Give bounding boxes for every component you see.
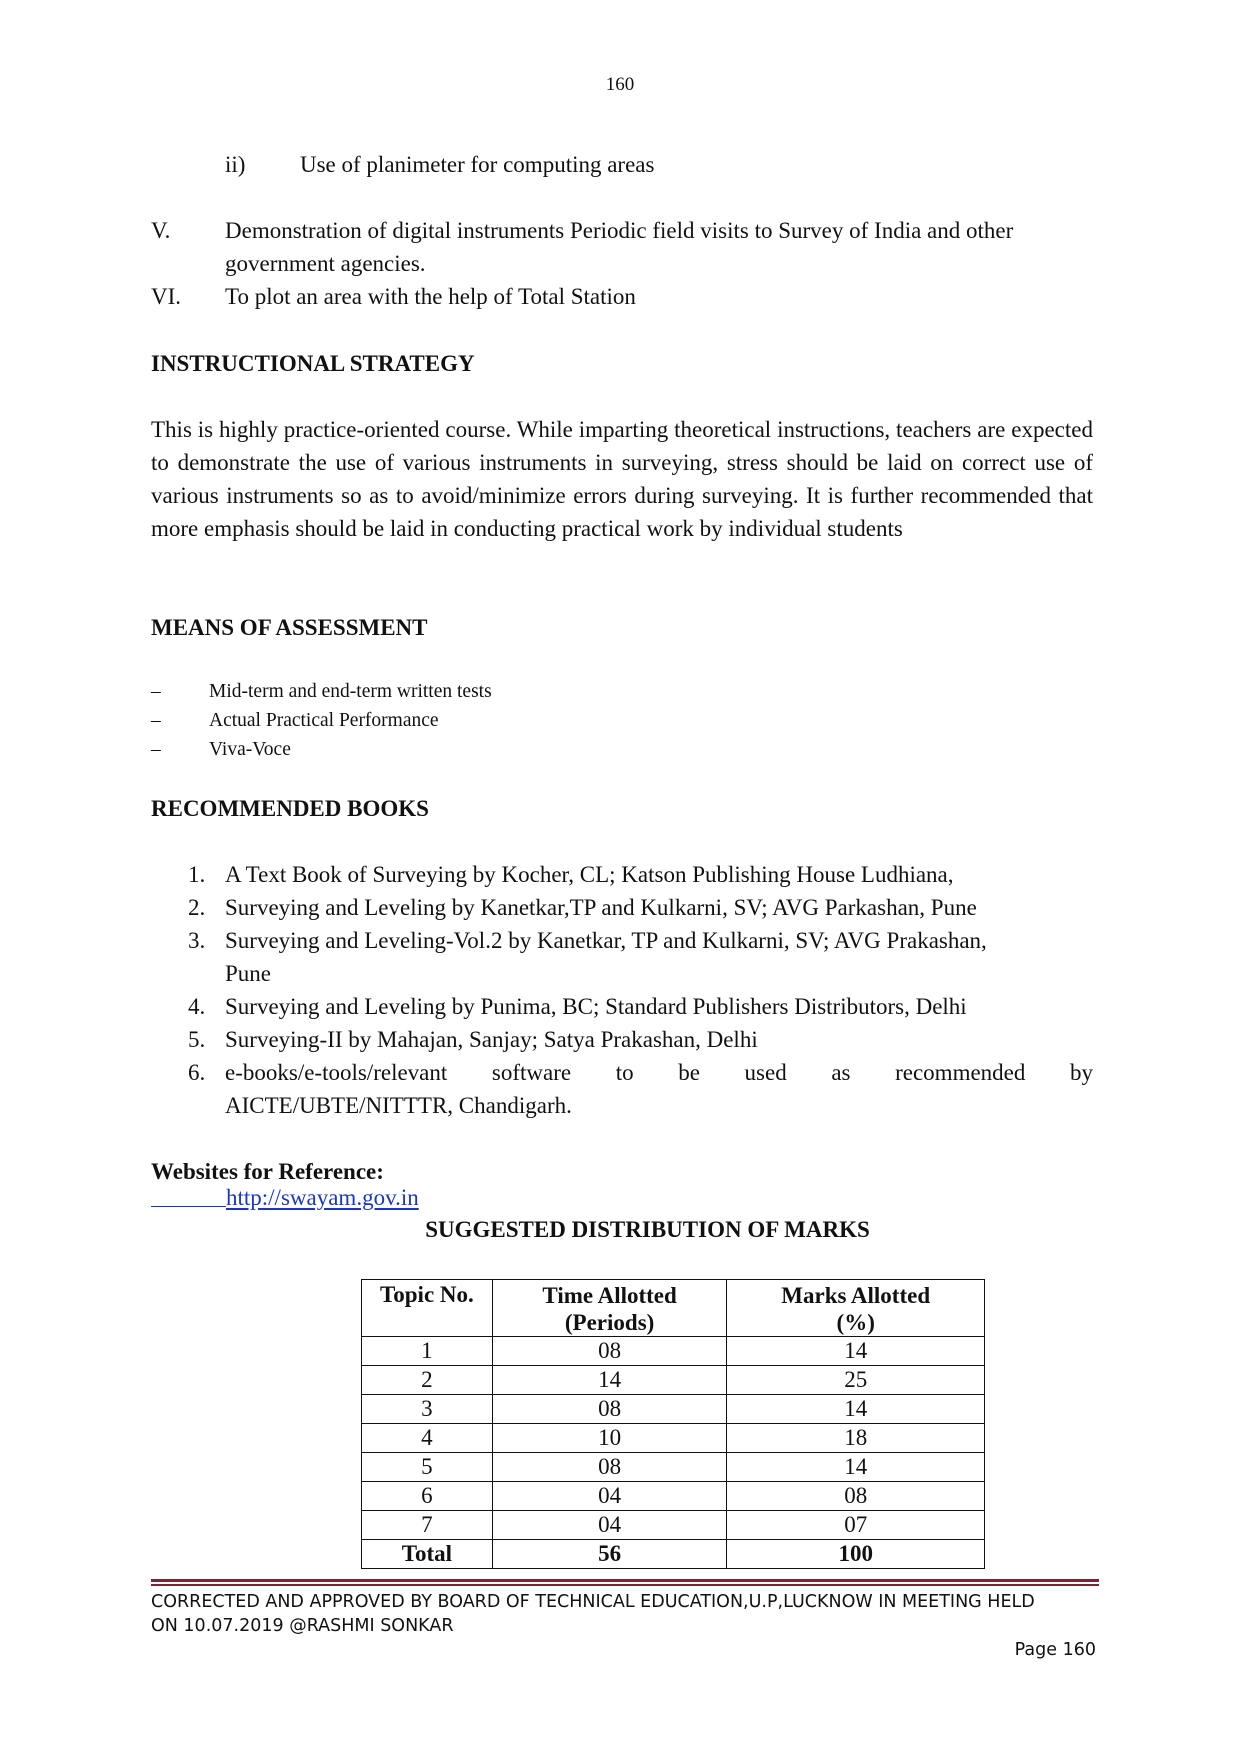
practical-item-text: Demonstration of digital instruments Periodic field visits to Survey of India and other bbox=[225, 218, 1014, 243]
footer-line: CORRECTED AND APPROVED BY BOARD OF TECHNICAL EDUCATION,U.P,LUCKNOW IN MEETING HELD bbox=[151, 1592, 1035, 1612]
header-topic bbox=[362, 1280, 493, 1337]
book-number: 1. bbox=[188, 862, 206, 887]
marks-cell: 14 bbox=[727, 1337, 985, 1366]
marks-cell: 25 bbox=[727, 1366, 985, 1395]
header-time bbox=[492, 1280, 727, 1337]
time-cell: 08 bbox=[492, 1453, 727, 1482]
book-number: 2. bbox=[188, 895, 206, 920]
marks-cell: 08 bbox=[727, 1482, 985, 1511]
book-number: 6. bbox=[188, 1060, 206, 1085]
page-number-top: 160 bbox=[605, 74, 635, 95]
book-entry-cont: Pune bbox=[225, 961, 271, 986]
marks-table-title: SUGGESTED DISTRIBUTION OF MARKS bbox=[425, 1217, 870, 1242]
book-entry: Surveying and Leveling by Punima, BC; Standard Publishers Distributors, Delhi bbox=[225, 994, 967, 1019]
table-row bbox=[362, 1424, 985, 1453]
assessment-item: Viva-Voce bbox=[209, 739, 291, 760]
header-topic-label: Topic No. bbox=[380, 1282, 474, 1307]
time-cell: 08 bbox=[492, 1337, 727, 1366]
practical-item-marker: V. bbox=[151, 218, 171, 243]
header-marks bbox=[727, 1280, 985, 1337]
table-total-row bbox=[362, 1540, 985, 1569]
total-time: 56 bbox=[492, 1540, 727, 1569]
assessment-heading: MEANS OF ASSESSMENT bbox=[151, 615, 428, 640]
swayam-link[interactable]: http://swayam.gov.in bbox=[226, 1185, 419, 1210]
footer-page-number: Page 160 bbox=[1014, 1640, 1096, 1660]
book-entry-cont: AICTE/UBTE/NITTTR, Chandigarh. bbox=[225, 1093, 572, 1118]
practical-sub-item-text: Use of planimeter for computing areas bbox=[300, 152, 655, 177]
book-entry: Surveying-II by Mahajan, Sanjay; Satya Prakashan, Delhi bbox=[225, 1027, 758, 1052]
book-number: 3. bbox=[188, 928, 206, 953]
table-row bbox=[362, 1366, 985, 1395]
assessment-bullet: – bbox=[151, 710, 161, 731]
books-heading: RECOMMENDED BOOKS bbox=[151, 796, 429, 821]
header-marks-label: Marks Allotted bbox=[781, 1282, 931, 1308]
marks-cell: 18 bbox=[727, 1424, 985, 1453]
footer-line: ON 10.07.2019 @RASHMI SONKAR bbox=[151, 1616, 454, 1636]
time-cell: 08 bbox=[492, 1395, 727, 1424]
topic-cell: 2 bbox=[362, 1366, 493, 1395]
header-time-unit: (Periods) bbox=[564, 1309, 655, 1335]
topic-cell: 6 bbox=[362, 1482, 493, 1511]
table-row bbox=[362, 1453, 985, 1482]
marks-cell: 07 bbox=[727, 1511, 985, 1540]
book-entry: Surveying and Leveling by Kanetkar,TP and Kulkarni, SV; AVG Parkashan, Pune bbox=[225, 895, 977, 920]
marks-distribution-table bbox=[361, 1279, 985, 1569]
topic-cell: 7 bbox=[362, 1511, 493, 1540]
header-time-label: Time Allotted bbox=[542, 1282, 677, 1308]
footer-approval-note bbox=[151, 1590, 1111, 1638]
practical-sub-item-marker: ii) bbox=[225, 152, 246, 177]
table-row bbox=[362, 1337, 985, 1366]
book-entry: A Text Book of Surveying by Kocher, CL; Katson Publishing House Ludhiana, bbox=[225, 862, 954, 887]
instructional-strategy-paragraph: This is highly practice-oriented course. While imparting theoretical instructions, teachers are expected to demonstrate the use of various instruments in surveying, stress should be laid on correct use of various instruments so as to avoid/minimize errors during surveying. It is further recommended that more emphasis should be laid in conducting practical work by individual students bbox=[151, 417, 1093, 541]
footer-rule bbox=[151, 1579, 1099, 1582]
time-cell: 04 bbox=[492, 1511, 727, 1540]
table-row bbox=[362, 1511, 985, 1540]
time-cell: 10 bbox=[492, 1424, 727, 1453]
book-number: 5. bbox=[188, 1027, 206, 1052]
header-marks-unit: (%) bbox=[836, 1309, 875, 1335]
topic-cell: 3 bbox=[362, 1395, 493, 1424]
total-label: Total bbox=[362, 1540, 493, 1569]
assessment-bullet: – bbox=[151, 681, 161, 702]
assessment-bullet: – bbox=[151, 739, 161, 760]
footer-rule-thin bbox=[151, 1584, 1099, 1586]
practical-item-text-cont: government agencies. bbox=[225, 251, 426, 276]
marks-cell: 14 bbox=[727, 1395, 985, 1424]
time-cell: 14 bbox=[492, 1366, 727, 1395]
topic-cell: 5 bbox=[362, 1453, 493, 1482]
practical-item-marker: VI. bbox=[151, 284, 182, 309]
instructional-strategy-heading: INSTRUCTIONAL STRATEGY bbox=[151, 351, 475, 376]
total-marks: 100 bbox=[727, 1540, 985, 1569]
time-cell: 04 bbox=[492, 1482, 727, 1511]
link-underline-lead bbox=[151, 1181, 226, 1207]
assessment-item: Mid-term and end-term written tests bbox=[209, 681, 492, 702]
topic-cell: 4 bbox=[362, 1424, 493, 1453]
book-number: 4. bbox=[188, 994, 206, 1019]
websites-heading: Websites for Reference: bbox=[151, 1159, 384, 1184]
marks-cell: 14 bbox=[727, 1453, 985, 1482]
table-header-row bbox=[362, 1280, 985, 1337]
practical-item-text: To plot an area with the help of Total Station bbox=[225, 284, 636, 309]
assessment-item: Actual Practical Performance bbox=[209, 710, 439, 731]
website-link-row bbox=[151, 1181, 419, 1214]
table-row bbox=[362, 1395, 985, 1424]
topic-cell: 1 bbox=[362, 1337, 493, 1366]
book-entry: Surveying and Leveling-Vol.2 by Kanetkar, TP and Kulkarni, SV; AVG Prakashan, bbox=[225, 928, 987, 953]
table-row bbox=[362, 1482, 985, 1511]
book-entry: e-books/e-tools/relevant software to be used as recommended by bbox=[225, 1060, 1093, 1085]
